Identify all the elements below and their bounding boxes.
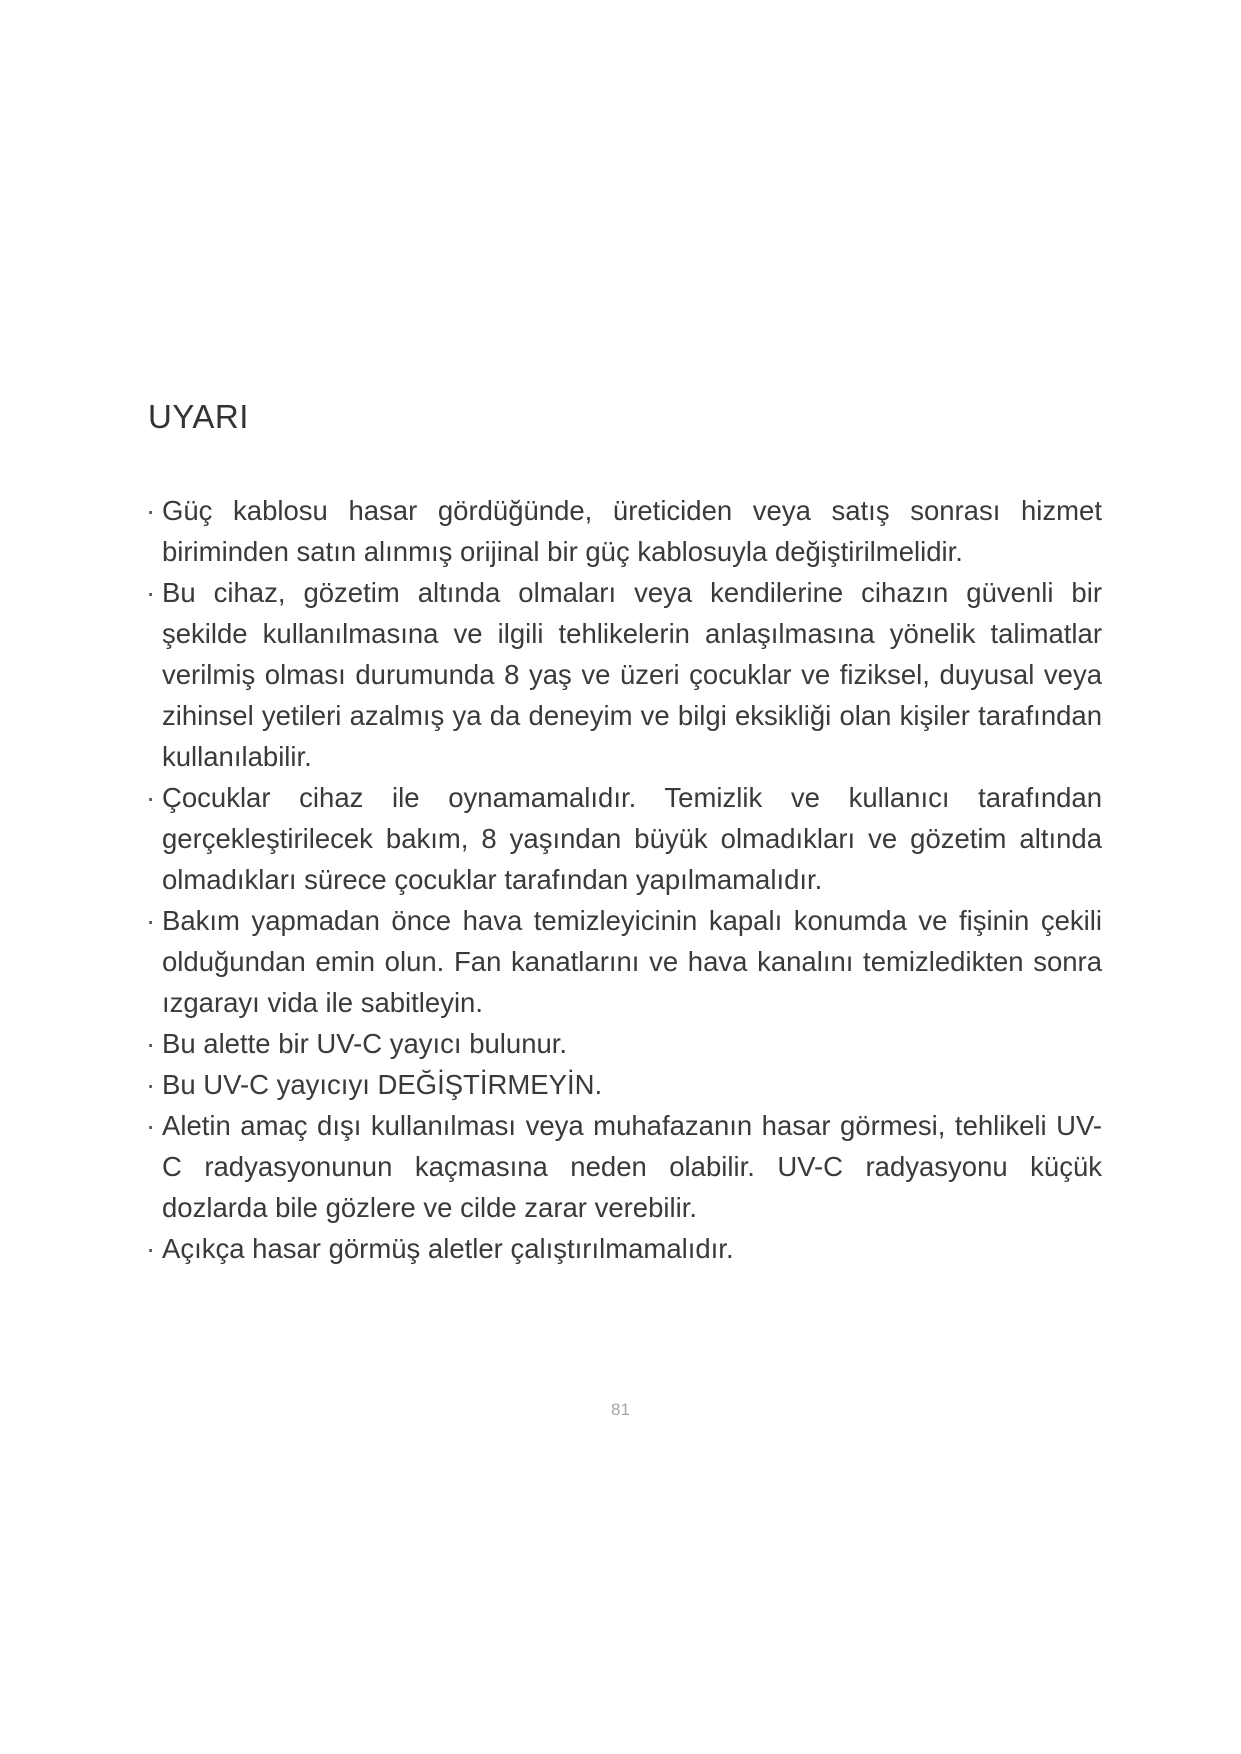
bullet-marker: · (146, 1110, 156, 1141)
warning-list (146, 490, 1102, 1269)
bullet-marker: · (146, 495, 156, 526)
warning-item (146, 1064, 1102, 1105)
warning-text: Çocuklar cihaz ile oynamamalıdır. Temizlik ve kullanıcı tarafından gerçekleştirilecek bakım, 8 yaşından büyük olmadıkları ve gözetim altında olmadıkları sürece çocuklar tarafından yapılmamalıdır. (162, 782, 1102, 895)
warning-item (146, 1228, 1102, 1269)
warning-text: Bu alette bir UV-C yayıcı bulunur. (162, 1028, 568, 1059)
page-number: 81 (611, 1400, 630, 1419)
warning-text: Bu UV-C yayıcıyı DEĞİŞTİRMEYİN. (162, 1069, 603, 1100)
warning-text: Bakım yapmadan önce hava temizleyicinin kapalı konumda ve fişinin çekili olduğundan emin olun. Fan kanatlarını ve hava kanalını temizledikten sonra ızgarayı vida ile sabitleyin. (162, 905, 1102, 1018)
warning-item (146, 490, 1102, 572)
warning-text: Bu cihaz, gözetim altında olmaları veya kendilerine cihazın güvenli bir şekilde kullanılmasına ve ilgili tehlikelerin anlaşılmasına yönelik talimatlar verilmiş olması durumunda 8 yaş ve üzeri çocuklar ve fiziksel, duyusal veya zihinsel yetileri azalmış ya da deneyim ve bilgi eksikliği olan kişiler tarafından kullanılabilir. (162, 577, 1102, 772)
warning-item (146, 572, 1102, 777)
warning-item (146, 1105, 1102, 1228)
bullet-marker: · (146, 1233, 156, 1264)
warning-item (146, 900, 1102, 1023)
bullet-marker: · (146, 577, 156, 608)
warning-heading: UYARI (148, 398, 249, 435)
bullet-marker: · (146, 1069, 156, 1100)
bullet-marker: · (146, 1028, 156, 1059)
warning-text: Güç kablosu hasar gördüğünde, üreticiden veya satış sonrası hizmet biriminden satın alınmış orijinal bir güç kablosuyla değiştirilmelidir. (162, 495, 1102, 567)
warning-text: Aletin amaç dışı kullanılması veya muhafazanın hasar görmesi, tehlikeli UV-C radyasyonunun kaçmasına neden olabilir. UV-C radyasyonu küçük dozlarda bile gözlere ve cilde zarar verebilir. (162, 1110, 1102, 1223)
warning-item (146, 777, 1102, 900)
bullet-marker: · (146, 782, 156, 813)
warning-item (146, 1023, 1102, 1064)
warning-text: Açıkça hasar görmüş aletler çalıştırılmamalıdır. (162, 1233, 734, 1264)
bullet-marker: · (146, 905, 156, 936)
